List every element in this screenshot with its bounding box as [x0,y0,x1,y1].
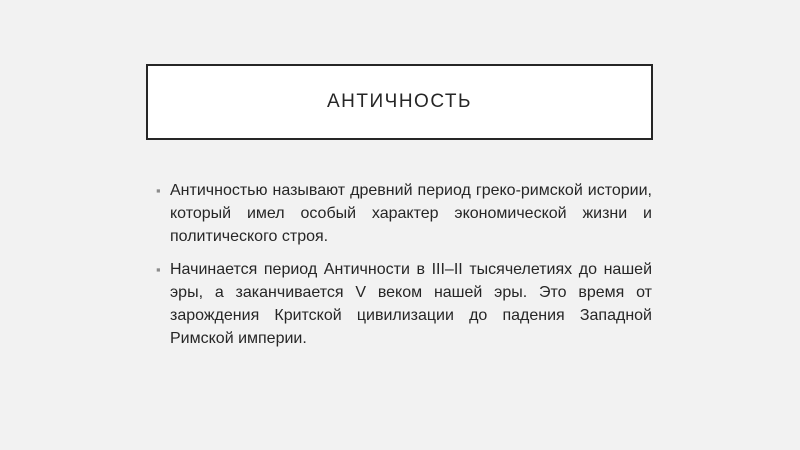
bullet-marker-icon: ▪ [156,183,161,198]
bullet-marker-icon: ▪ [156,262,161,277]
bullet-text: Начинается период Античности в III–II тысячелетиях до нашей эры, а заканчивается V веком нашей эры. Это время от зарождения Критской цивилизации до падения Западной Римской империи. [170,261,652,347]
bullet-text: Античностью называют древний период греко-римской истории, который имел особый характер экономической жизни и политического строя. [170,182,652,245]
slide-title: АНТИЧНОСТЬ [327,91,472,112]
bullet-item [156,179,652,248]
bullet-list [156,179,652,360]
bullet-item [156,258,652,350]
title-box [146,64,653,140]
